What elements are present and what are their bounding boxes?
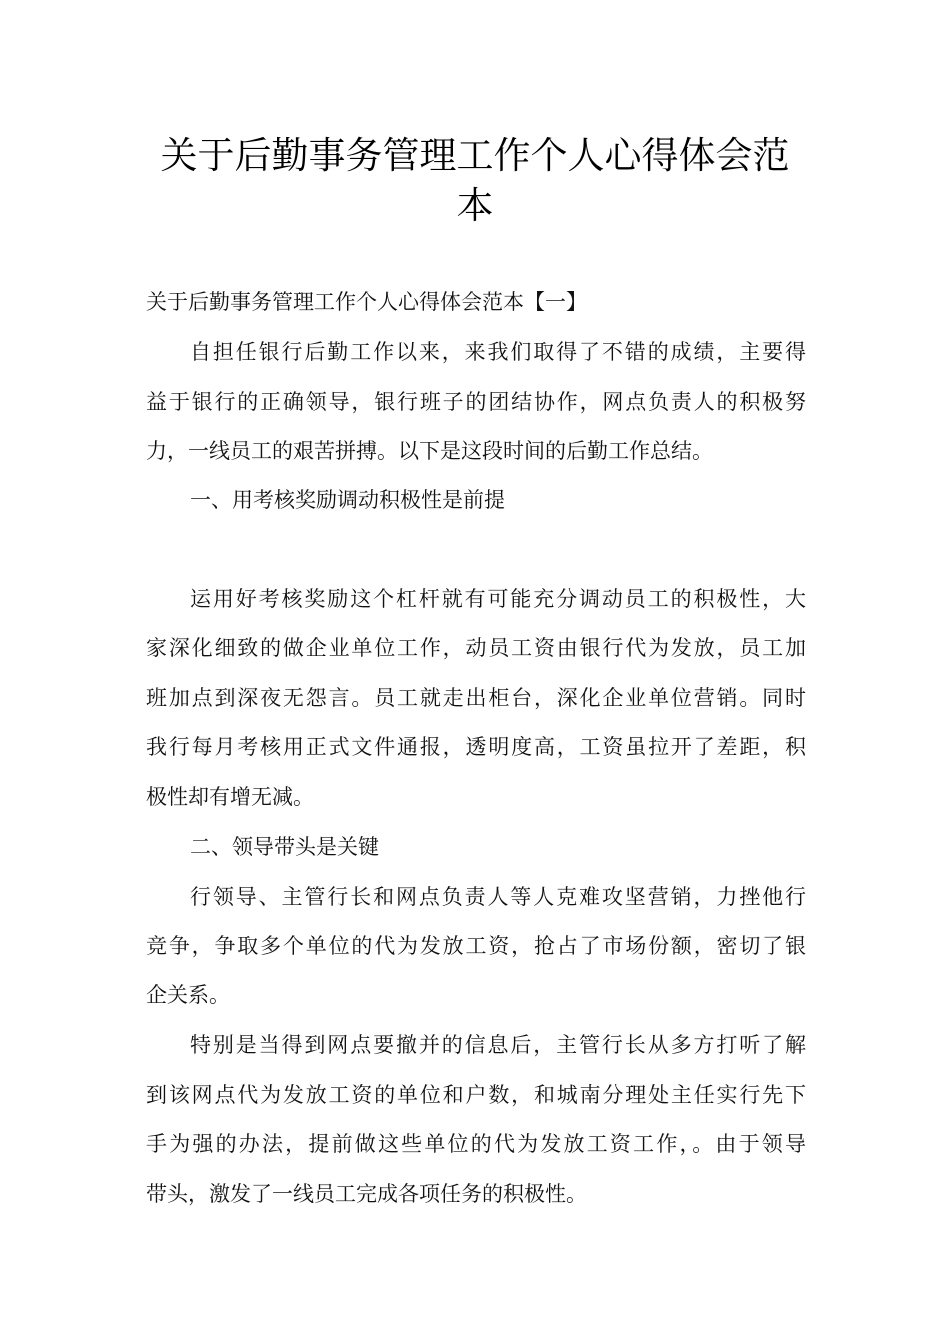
paragraph-line: 我行每月考核用正式文件通报，透明度高，工资虽拉开了差距，积 [146, 735, 806, 759]
paragraph-line: 运用好考核奖励这个杠杆就有可能充分调动员工的积极性，大 [190, 587, 806, 611]
document-title-line-2: 本 [456, 184, 494, 227]
paragraph-line: 益于银行的正确领导，银行班子的团结协作，网点负责人的积极努 [146, 390, 806, 414]
subheading: 二、领导带头是关键 [190, 835, 379, 859]
paragraph-line: 家深化细致的做企业单位工作，动员工资由银行代为发放，员工加 [146, 636, 806, 660]
paragraph-line: 竞争，争取多个单位的代为发放工资，抢占了市场份额，密切了银 [146, 934, 806, 958]
paragraph-line: 自担任银行后勤工作以来，来我们取得了不错的成绩，主要得 [190, 340, 806, 364]
paragraph-line: 班加点到深夜无怨言。员工就走出柜台，深化企业单位营销。同时 [146, 686, 806, 710]
paragraph-line: 行领导、主管行长和网点负责人等人克难攻坚营销，力挫他行 [190, 885, 806, 909]
paragraph-line: 力，一线员工的艰苦拼搏。以下是这段时间的后勤工作总结。 [146, 439, 713, 463]
paragraph-line: 到该网点代为发放工资的单位和户数，和城南分理处主任实行先下 [146, 1083, 806, 1107]
document-title-line-1: 关于后勤事务管理工作个人心得体会范 [160, 134, 790, 177]
paragraph-line: 带头，激发了一线员工完成各项任务的积极性。 [146, 1182, 587, 1206]
paragraph-line: 手为强的办法，提前做这些单位的代为发放工资工作，。由于领导 [146, 1132, 806, 1156]
paragraph-line: 极性却有增无减。 [146, 785, 314, 809]
section-heading: 关于后勤事务管理工作个人心得体会范本【一】 [146, 290, 587, 314]
paragraph-line: 特别是当得到网点要撤并的信息后，主管行长从多方打听了解 [190, 1033, 806, 1057]
paragraph-line: 企关系。 [146, 983, 230, 1007]
subheading: 一、用考核奖励调动积极性是前提 [190, 488, 505, 512]
